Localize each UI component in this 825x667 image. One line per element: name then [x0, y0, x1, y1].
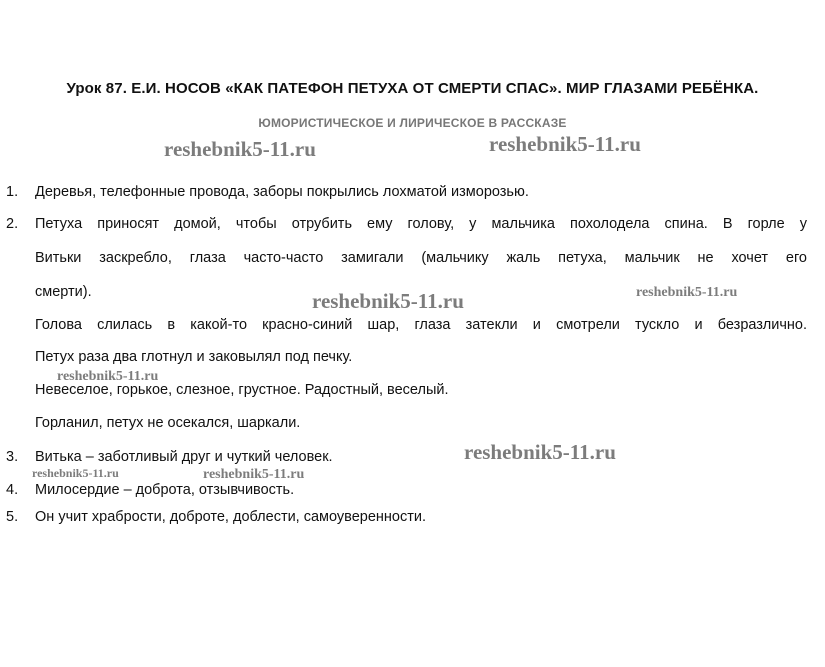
item-2-line-6: Невеселое, горькое, слезное, грустное. Радостный, веселый. [35, 382, 449, 398]
item-2-line-5: Петух раза два глотнул и заковылял под печку. [35, 349, 353, 365]
watermark-4: reshebnik5-11.ru [636, 285, 738, 300]
item-2-line-4: Голова слилась в какой-то красно-синий шар, глаза затекли и смотрели тускло и безразлично. [35, 317, 807, 333]
watermark-6: reshebnik5-11.ru [464, 440, 616, 464]
item-3-line-1: Витька – заботливый друг и чуткий человек. [35, 449, 333, 465]
watermark-5: reshebnik5-11.ru [57, 369, 159, 384]
item-2-line-7: Горланил, петух не осекался, шаркали. [35, 415, 301, 431]
item-4-line-1: Милосердие – доброта, отзывчивость. [35, 482, 295, 498]
watermark-7: reshebnik5-11.ru [32, 466, 119, 480]
item-number-5: 5. [6, 509, 19, 525]
item-1-line-1: Деревья, телефонные провода, заборы покрылись лохматой изморозью. [35, 184, 529, 200]
item-number-4: 4. [6, 482, 19, 498]
watermark-1: reshebnik5-11.ru [164, 137, 316, 161]
item-number-3: 3. [6, 449, 19, 465]
item-2-line-3: смерти). [35, 284, 92, 300]
watermark-2: reshebnik5-11.ru [489, 132, 641, 156]
item-number-1: 1. [6, 184, 19, 200]
item-number-2: 2. [6, 216, 19, 232]
item-2-line-1: Петуха приносят домой, чтобы отрубить ему голову, у мальчика похолодела спина. В горле у [35, 216, 807, 232]
lesson-title: Урок 87. Е.И. НОСОВ «КАК ПАТЕФОН ПЕТУХА ОТ СМЕРТИ СПАС». МИР ГЛАЗАМИ РЕБЁНКА. [66, 80, 759, 97]
watermark-8: reshebnik5-11.ru [203, 467, 305, 482]
watermark-3: reshebnik5-11.ru [312, 289, 464, 313]
item-2-line-2: Витьки заскребло, глаза часто-часто замигали (мальчику жаль петуха, мальчик не хочет его [35, 250, 807, 266]
lesson-subtitle: ЮМОРИСТИЧЕСКОЕ И ЛИРИЧЕСКОЕ В РАССКАЗЕ [258, 116, 567, 130]
item-5-line-1: Он учит храбрости, доброте, доблести, самоуверенности. [35, 509, 427, 525]
